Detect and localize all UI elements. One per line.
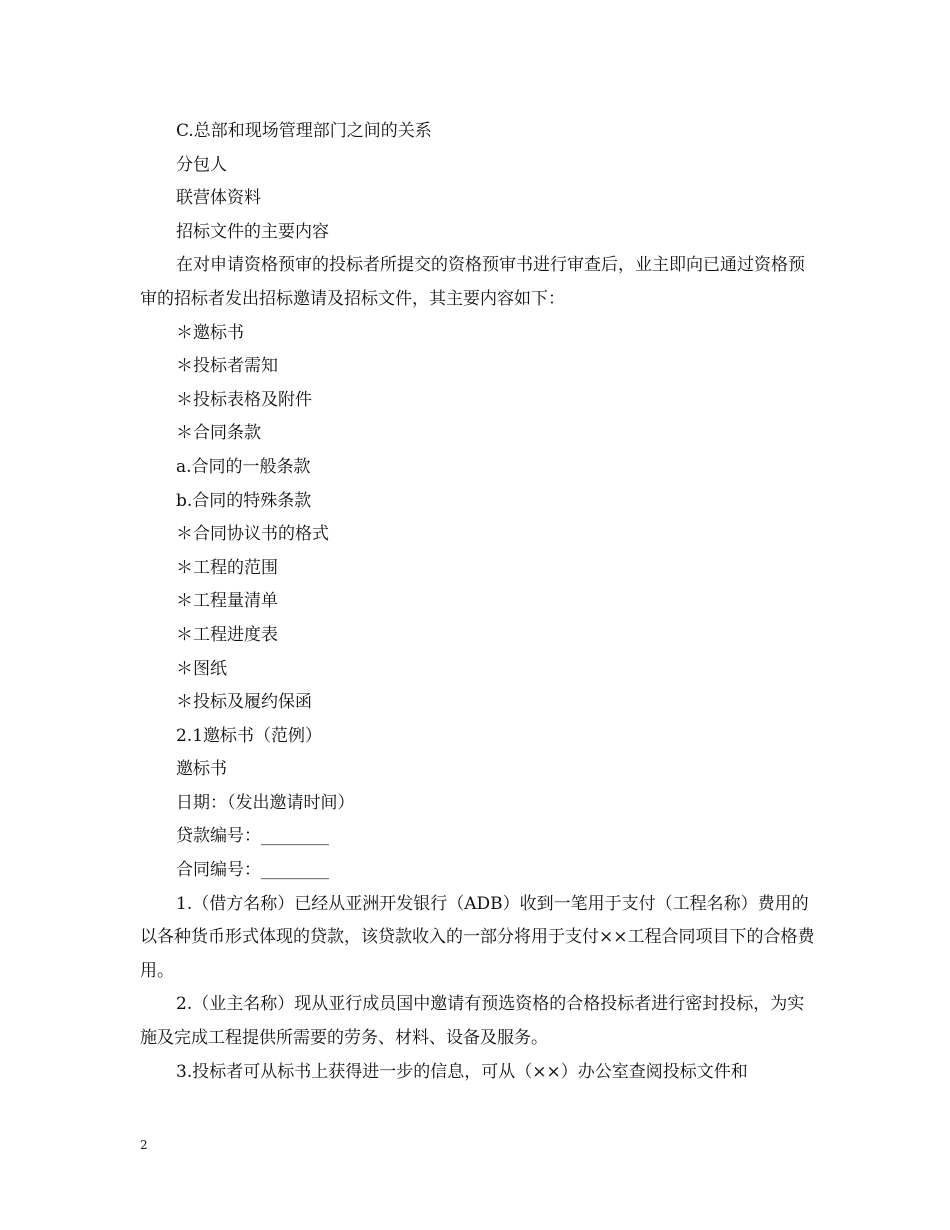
list-item: ＊合同协议书的格式 — [176, 524, 329, 545]
list-item: ＊工程的范围 — [176, 557, 278, 578]
text-line: 分包人 — [176, 154, 227, 175]
list-item: ＊合同条款 — [176, 423, 261, 444]
paragraph: 2.（业主名称）现从亚行成员国中邀请有预选资格的合格投标者进行密封投标，为实施及完成工程提供所需要的劳务、材料、设备及服务。 — [140, 994, 805, 1049]
list-item: ＊投标及履约保函 — [176, 692, 312, 713]
date-line: 日期：（发出邀请时间） — [176, 792, 355, 813]
document-body — [140, 115, 820, 1089]
text-line: C.总部和现场管理部门之间的关系 — [176, 121, 432, 141]
list-item: ＊投标者需知 — [176, 356, 278, 377]
list-item: ＊工程量清单 — [176, 591, 278, 612]
list-item: ＊工程进度表 — [176, 624, 278, 645]
list-item: ＊投标表格及附件 — [176, 389, 312, 410]
paragraph: 1.（借方名称）已经从亚洲开发银行（ADB）收到一笔用于支付（工程名称）费用的以各种货币形式体现的贷款，该贷款收入的一部分将用于支付××工程合同项目下的合格费用。 — [140, 893, 815, 981]
list-item: ＊邀标书 — [176, 322, 244, 343]
paragraph: 3.投标者可从标书上获得进一步的信息，可从（××）办公室查阅投标文件和 — [176, 1061, 748, 1082]
list-item: ＊图纸 — [176, 658, 227, 679]
page-number: 2 — [140, 1138, 148, 1152]
section-heading: 2.1邀标书（范例） — [176, 725, 323, 746]
list-item: b.合同的特殊条款 — [176, 490, 312, 511]
text-line: 招标文件的主要内容 — [176, 221, 329, 242]
loan-number: 贷款编号：________ — [176, 826, 329, 847]
letter-title: 邀标书 — [176, 759, 227, 780]
list-item: a.合同的一般条款 — [176, 456, 311, 477]
text-line: 联营体资料 — [176, 188, 261, 209]
contract-number: 合同编号：________ — [176, 860, 329, 881]
paragraph: 在对申请资格预审的投标者所提交的资格预审书进行审查后，业主即向已通过资格预审的招标者发出招标邀请及招标文件，其主要内容如下： — [140, 255, 805, 309]
